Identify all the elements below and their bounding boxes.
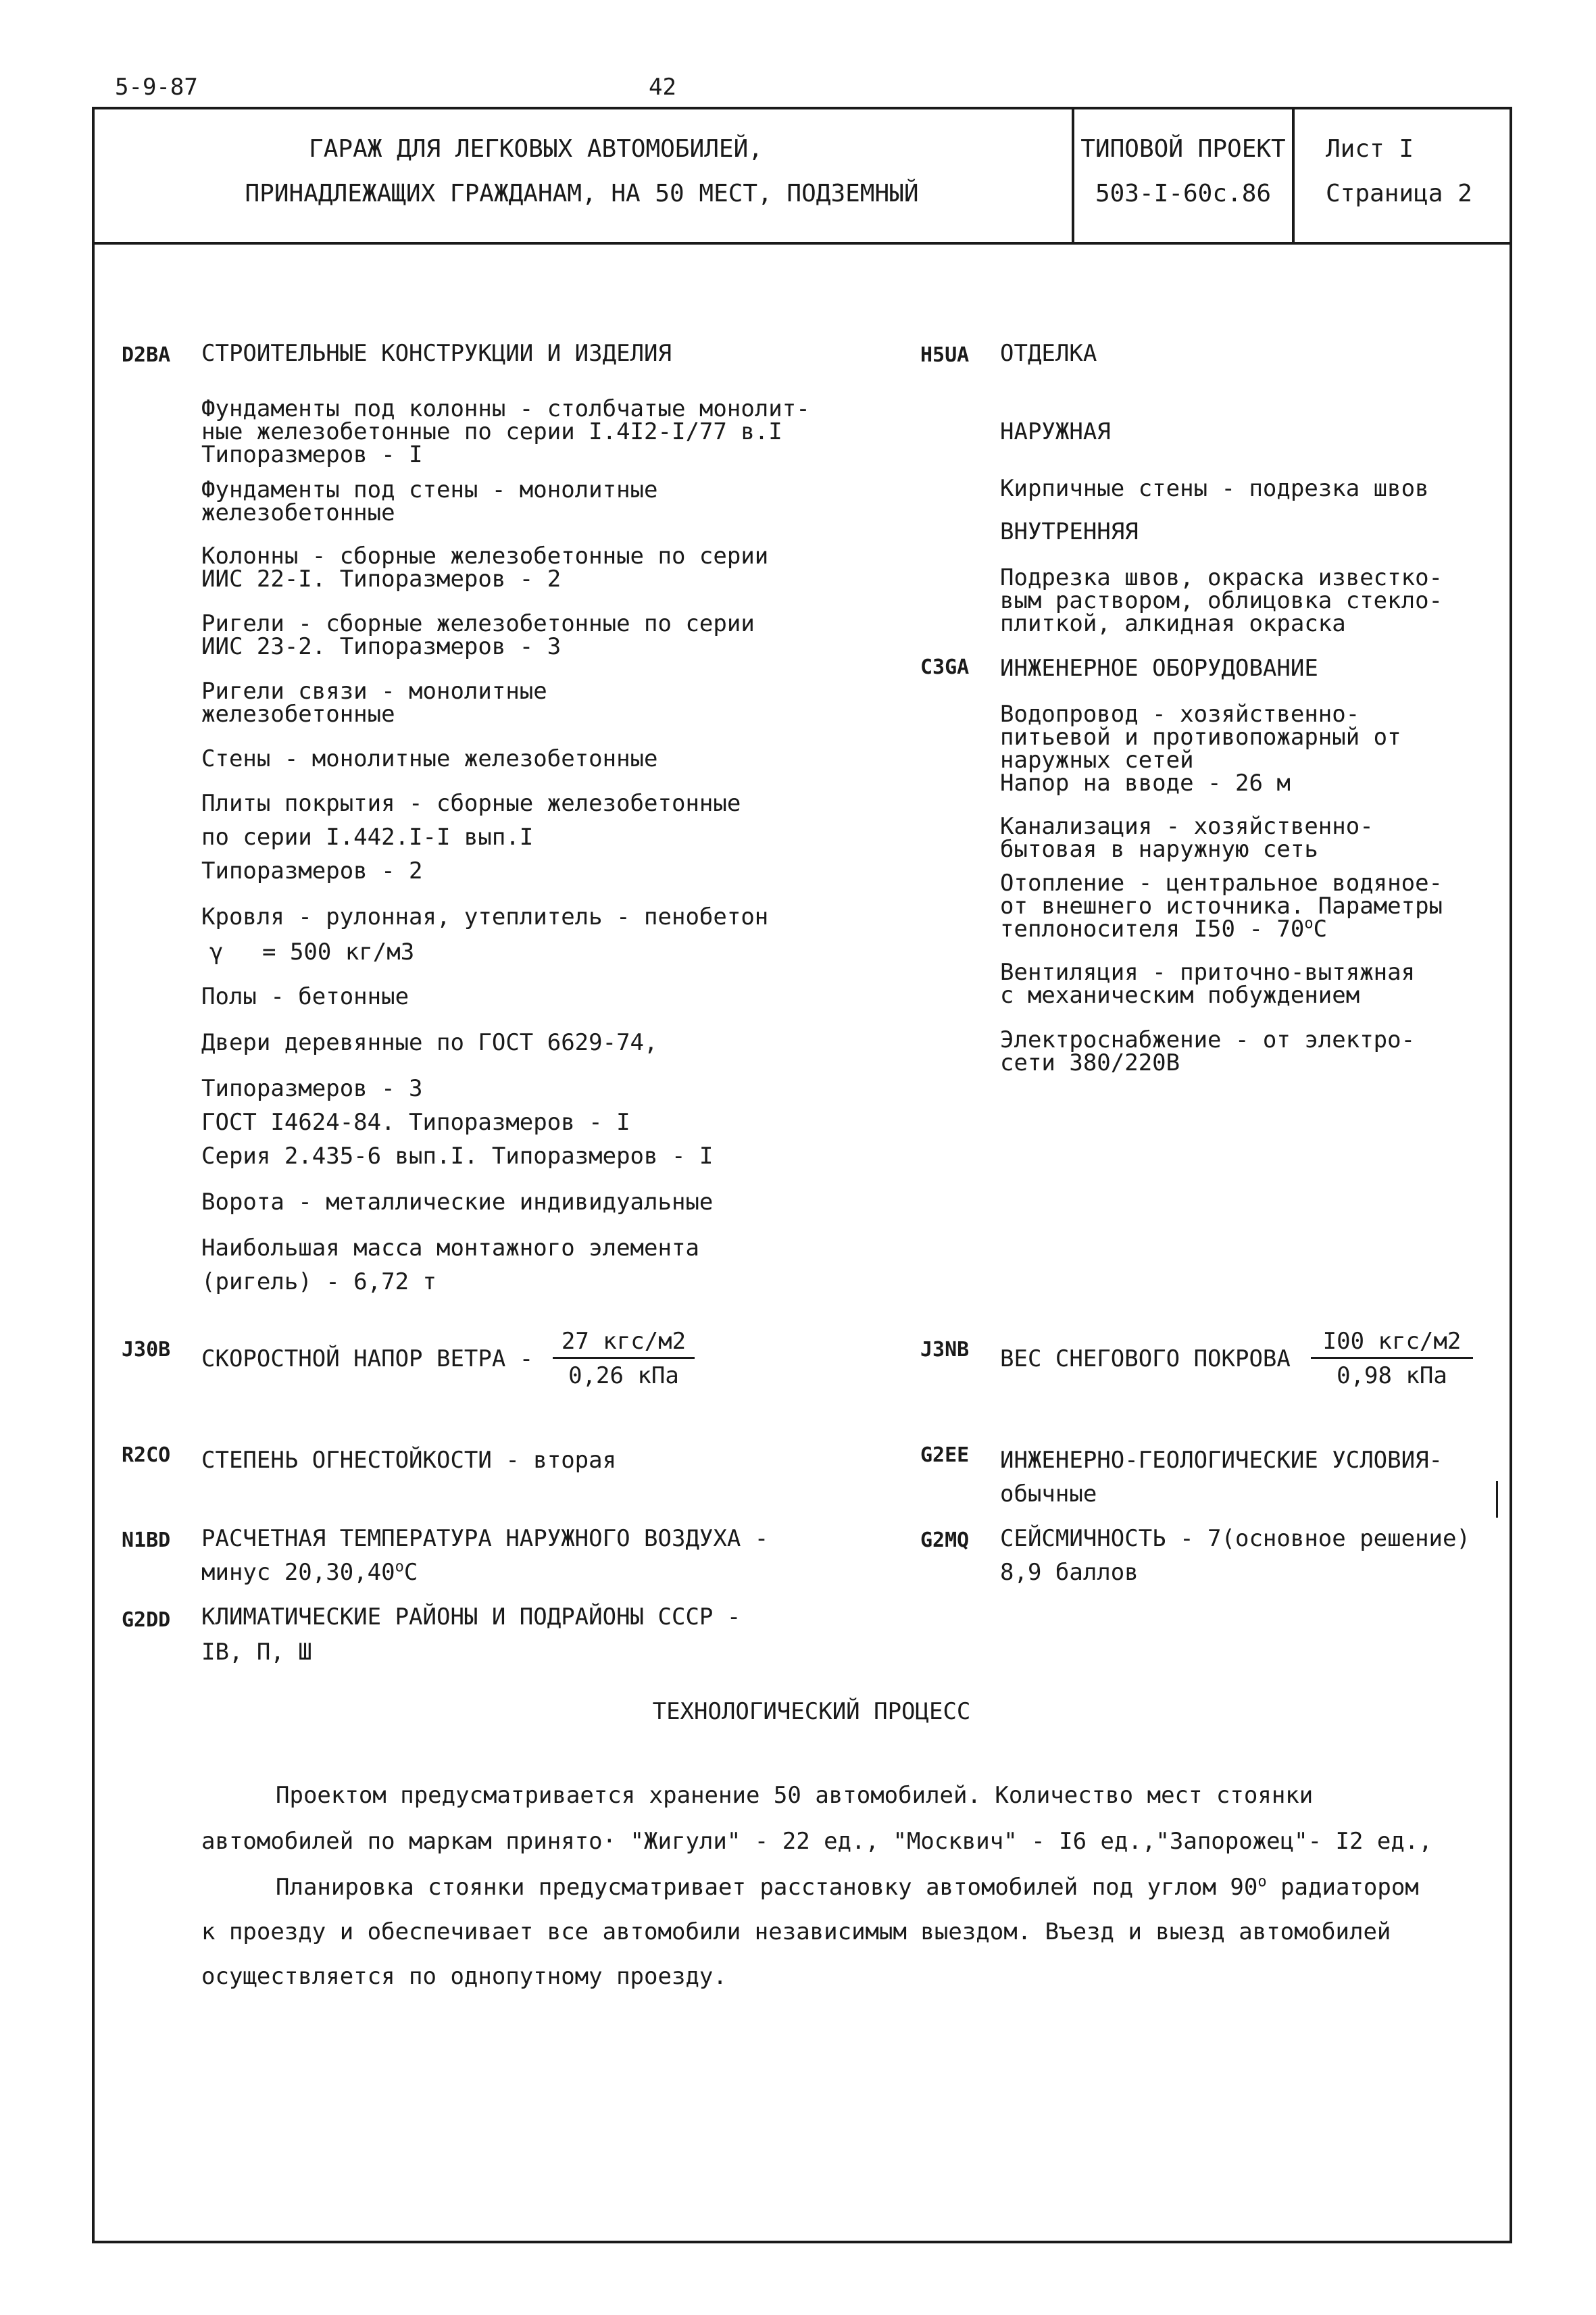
title-block-separator-1 [1072,107,1074,242]
roof-gamma-symbol: γ [209,939,224,966]
margin-mark [1496,1481,1498,1518]
sewer-text: Канализация - хозяйственно- бытовая в наружную сеть [1000,813,1374,863]
floors-text: Полы - бетонные [201,983,409,1010]
snow-numerator: I00 кгс/м2 [1311,1330,1473,1359]
technology-p2-line3: осуществляется по однопутному проезду. [201,1963,727,1990]
wind-numerator: 27 кгс/м2 [553,1330,695,1359]
project-number: 503-I-60с.86 [1095,180,1272,207]
power-supply-text: Электроснабжение - от электро- сети 380/220В [1000,1026,1416,1076]
snow-label: ВЕС СНЕГОВОГО ПОКРОВА [1000,1345,1291,1372]
temperature-text-1: РАСЧЕТНАЯ ТЕМПЕРАТУРА НАРУЖНОГО ВОЗДУХА - [201,1525,769,1552]
doors-text-2: Типоразмеров - 3 [201,1075,423,1102]
interior-text: Подрезка швов, окраска известко- вым раствором, облицовка стекло- плиткой, алкидная окраска [1000,564,1443,637]
roof-text-2: = 500 кг/м3 [262,939,415,966]
doors-text-3: ГОСТ I4624-84. Типоразмеров - I [201,1109,630,1136]
project-label: ТИПОВОЙ ПРОЕКТ [1080,135,1286,163]
seismic-code: G2MQ [920,1528,970,1552]
title-block-separator-2 [1292,107,1295,242]
slabs-text-1: Плиты покрытия - сборные железобетонные [201,790,741,817]
climate-code: G2DD [122,1608,171,1632]
climate-text-2: IВ, П, Ш [201,1639,312,1666]
interior-title: ВНУТРЕННЯЯ [1000,518,1139,545]
walls-text: Стены - монолитные железобетонные [201,745,658,772]
seismic-text-2: 8,9 баллов [1000,1559,1139,1586]
document-code: 5-9-87 [115,74,198,101]
climate-text-1: КЛИМАТИЧЕСКИЕ РАЙОНЫ И ПОДРАЙОНЫ СССР - [201,1603,741,1631]
columns-text: Колонны - сборные железобетонные по серии ИИС 22-I. Типоразмеров - 2 [201,543,769,593]
fire-resistance-text: СТЕПЕНЬ ОГНЕСТОЙКОСТИ - вторая [201,1447,617,1474]
temperature-text-2: минус $20,30,40^оС$ [201,1558,418,1586]
doors-text-4: Серия 2.435-6 вып.I. Типоразмеров - I [201,1143,714,1170]
title-line-1: ГАРАЖ ДЛЯ ЛЕГКОВЫХ АВТОМОБИЛЕЙ, [309,135,763,163]
wind-label: СКОРОСТНОЙ НАПОР ВЕТРА - [201,1345,534,1372]
sheet-number: Лист I [1326,135,1414,163]
temperature-code: N1BD [122,1528,171,1552]
geology-text-2: обычные [1000,1480,1097,1508]
technology-p1-line2: автомобилей по маркам принято· "Жигули" - 22 ед., "Москвич" - I6 ед.,"Запорожец"- I2 ед., [201,1828,1432,1855]
doors-text-1: Двери деревянные по ГОСТ 6629-74, [201,1029,658,1056]
heating-text: Отопление - центральное водяное- от внешнего источника. Параметры теплоносителя $I50 - 70^оС$ [1000,870,1443,943]
girders-text: Ригели - сборные железобетонные по серии ИИС 23-2. Типоразмеров - 3 [201,610,755,660]
fire-resistance-code: R2CO [122,1443,171,1467]
foundations-walls-text: Фундаменты под стены - монолитные железобетонные [201,476,658,526]
geology-text-1: ИНЖЕНЕРНО-ГЕОЛОГИЧЕСКИЕ УСЛОВИЯ- [1000,1447,1443,1474]
section-title-finish: ОТДЕЛКА [1000,340,1097,367]
wind-code: J30B [122,1338,171,1362]
slabs-text-3: Типоразмеров - 2 [201,857,423,885]
section-title-equipment: ИНЖЕНЕРНОЕ ОБОРУДОВАНИЕ [1000,655,1318,682]
technology-p2-line1: Планировка стоянки предусматривает расстановку автомобилей под углом $90^о$ радиатором [276,1873,1419,1901]
ventilation-text: Вентиляция - приточно-вытяжная с механическим побуждением [1000,959,1416,1009]
mass-text-1: Наибольшая масса монтажного элемента [201,1235,699,1262]
tie-girders-text: Ригели связи - монолитные железобетонные [201,678,547,728]
wind-denominator: 0,26 кПа [568,1362,679,1389]
title-line-2: ПРИНАДЛЕЖАЩИХ ГРАЖДАНАМ, НА 50 МЕСТ, ПОДЗЕМНЫЙ [245,180,919,207]
technology-title: ТЕХНОЛОГИЧЕСКИЙ ПРОЦЕСС [652,1698,971,1725]
section-code-finish: H5UA [920,343,970,367]
roof-text-1: Кровля - рулонная, утеплитель - пенобетон [201,903,769,930]
exterior-text: Кирпичные стены - подрезка швов [1000,475,1429,502]
slabs-text-2: по серии I.442.I-I вып.I [201,824,534,851]
gates-text: Ворота - металлические индивидуальные [201,1189,714,1216]
mass-text-2: (ригель) - 6,72 т [201,1268,437,1295]
section-title-constructions: СТРОИТЕЛЬНЫЕ КОНСТРУКЦИИ И ИЗДЕЛИЯ [201,340,672,367]
snow-code: J3NB [920,1338,970,1362]
technology-p1-line1: Проектом предусматривается хранение 50 автомобилей. Количество мест стоянки [276,1782,1314,1809]
wind-fraction [553,1330,695,1387]
geology-code: G2EE [920,1443,970,1467]
section-code-equipment: C3GA [920,655,970,679]
technology-p2-line2: к проезду и обеспечивает все автомобили независимым выездом. Въезд и выезд автомобилей [201,1918,1391,1945]
page-number: 42 [649,74,676,101]
exterior-title: НАРУЖНАЯ [1000,418,1111,445]
water-supply-text: Водопровод - хозяйственно- питьевой и противопожарный от наружных сетей Напор на вводе - 26 м [1000,701,1401,797]
foundations-columns-text: Фундаменты под колонны - столбчатые монолит- ные железобетонные по серии I.4I2-I/77 в.I Типоразмеров - I [201,395,810,468]
section-code-constructions: D2BA [122,343,171,367]
snow-fraction [1311,1330,1473,1387]
page-label: Страница 2 [1326,180,1472,207]
snow-denominator: 0,98 кПа [1337,1362,1447,1389]
seismic-text-1: СЕЙСМИЧНОСТЬ - 7(основное решение) [1000,1525,1470,1552]
title-block-divider [92,242,1512,245]
